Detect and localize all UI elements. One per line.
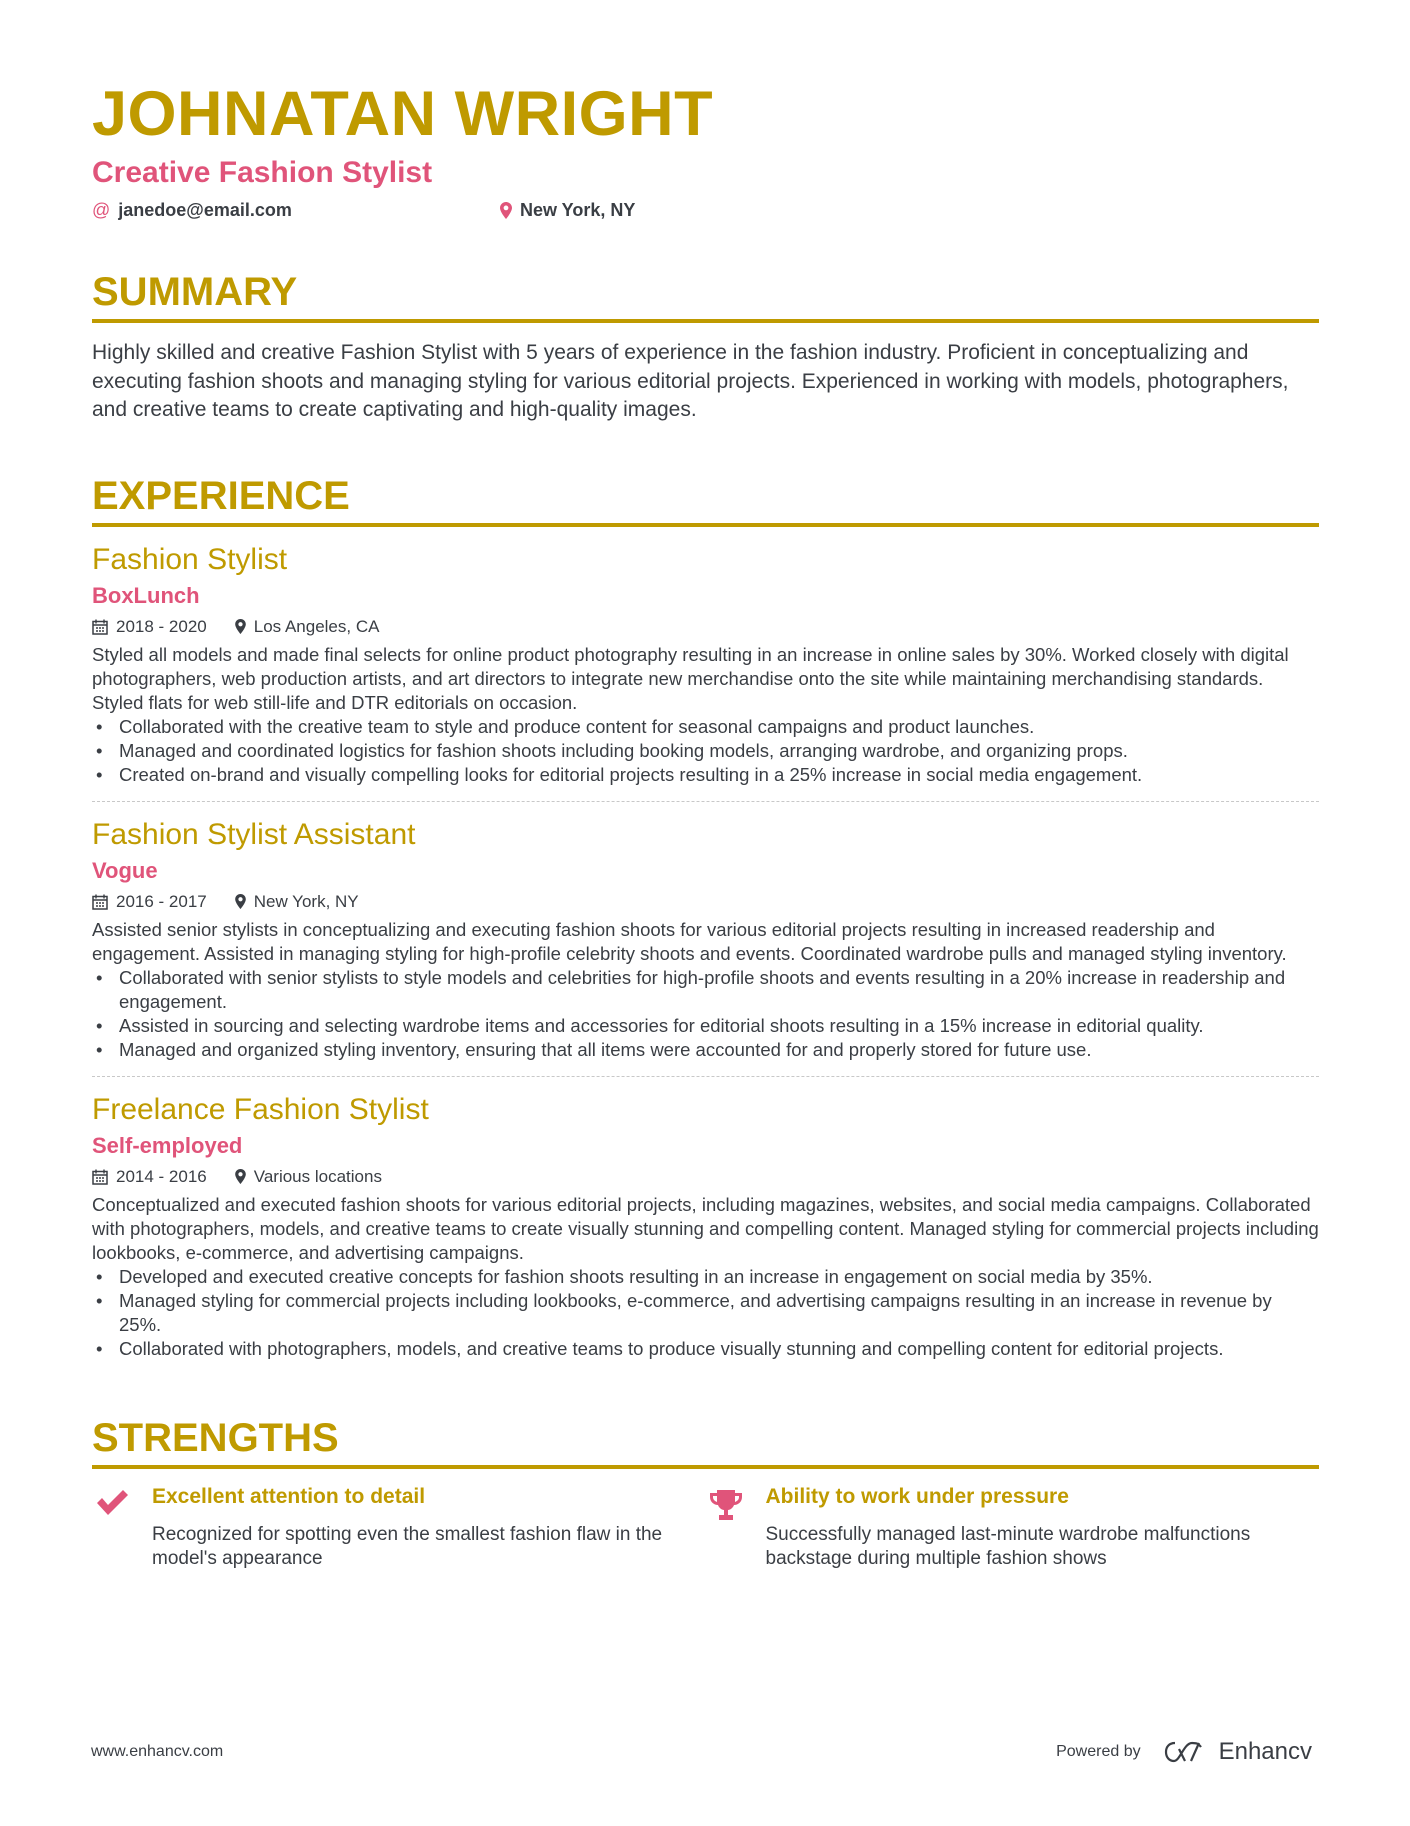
section-heading: SUMMARY [92, 267, 1319, 323]
trophy-icon [709, 1489, 743, 1521]
resume [92, 78, 1319, 1571]
job-location: New York, NY [253, 891, 359, 911]
bullet-item: • Assisted in sourcing and selecting wardrobe items and accessories for editorial shoots resulting in a 15% increase in editorial quality. [92, 1014, 1319, 1038]
enhancv-logo-icon [1163, 1740, 1209, 1764]
strength-title: Excellent attention to detail [152, 1484, 426, 1508]
strength-text: Recognized for spotting even the smallest fashion flaw in the model's appearance [152, 1523, 663, 1569]
summary-text: Highly skilled and creative Fashion Stylist with 5 years of experience in the fashion industry. Proficient in conceptualizing and executing fashion shoots and managing styling for various editorial projects. Experienced in working with models, photographers, and creative teams to create captivating and high-quality images. [92, 341, 1289, 421]
company-name: BoxLunch [92, 582, 200, 608]
contact-info [92, 200, 1319, 221]
bullet-list [92, 715, 1319, 787]
check-icon [95, 1489, 129, 1517]
location-pin-icon [500, 202, 512, 219]
job-description: Conceptualized and executed fashion shoots for various editorial projects, including magazines, websites, and social media campaigns. Collaborated with photographers, models, and creative teams to create visually stunning and compelling content. Managed styling for commercial projects including lookbooks, e-commerce, and advertising campaigns. [92, 1193, 1319, 1263]
bullet-item: • Created on-brand and visually compelling looks for editorial projects resulting in a 25% increase in social media engagement. [92, 763, 1319, 787]
brand-name: Enhancv [1218, 1738, 1312, 1765]
job-title: Freelance Fashion Stylist [92, 1092, 429, 1126]
calendar-icon [92, 1169, 108, 1185]
job-description: Styled all models and made final selects for online product photography resulting in an increase in online sales by 30%. Worked closely with digital photographers, web production artists, and art directors to integrate new merchandise onto the site while maintaining merchandising standards. Styled flats for web still-life and DTR editorials on occasion. [92, 643, 1289, 713]
job-location: Various locations [253, 1166, 382, 1186]
job-location: Los Angeles, CA [253, 616, 380, 636]
bullet-list [92, 966, 1319, 1062]
job-dates: 2016 - 2017 [116, 891, 207, 911]
company-name: Vogue [92, 857, 158, 883]
location-pin-icon [235, 1169, 246, 1184]
website-link[interactable]: www.enhancv.com [91, 1743, 224, 1760]
section-heading: EXPERIENCE [92, 471, 1319, 527]
bullet-item: • Managed styling for commercial projects including lookbooks, e-commerce, and advertising campaigns resulting in an increase in revenue by 25%. [92, 1289, 1319, 1337]
bullet-item: • Collaborated with senior stylists to style models and celebrities for high-profile shoots and events resulting in a 20% increase in readership and engagement. [92, 966, 1319, 1014]
bullet-item: • Developed and executed creative concepts for fashion shoots resulting in an increase in engagement on social media by 35%. [92, 1265, 1319, 1289]
job-dates: 2018 - 2020 [116, 616, 207, 636]
strengths-section [92, 1413, 1319, 1571]
resume-header [92, 78, 1319, 221]
company-name: Self-employed [92, 1132, 243, 1158]
calendar-icon [92, 619, 108, 635]
job-dates: 2014 - 2016 [116, 1166, 207, 1186]
calendar-icon [92, 894, 108, 910]
bullet-item: • Managed and organized styling inventory, ensuring that all items were accounted for and properly stored for future use. [92, 1038, 1319, 1062]
strength-text: Successfully managed last-minute wardrobe malfunctions backstage during multiple fashion shows [765, 1523, 1251, 1569]
summary-section [92, 267, 1319, 425]
strength-item [92, 1485, 706, 1571]
job-title: Fashion Stylist Assistant [92, 817, 416, 851]
email[interactable]: janedoe@email.com [118, 200, 292, 220]
candidate-name: JOHNATAN WRIGHT [92, 79, 714, 149]
strength-item [706, 1485, 1320, 1571]
job-entry [92, 1077, 1319, 1375]
job-entry [92, 527, 1319, 802]
location-pin-icon [235, 619, 246, 634]
location-pin-icon [235, 894, 246, 909]
candidate-title: Creative Fashion Stylist [92, 156, 433, 189]
enhancv-logo[interactable] [1163, 1738, 1312, 1766]
job-description: Assisted senior stylists in conceptualizing and executing fashion shoots for various editorial projects resulting in increased readership and engagement. Assisted in managing styling for high-profile celebrity shoots and events. Coordinated wardrobe pulls and managed styling inventory. [92, 918, 1287, 964]
experience-section [92, 471, 1319, 1375]
at-icon: @ [92, 200, 111, 220]
location: New York, NY [520, 200, 636, 220]
strength-title: Ability to work under pressure [765, 1484, 1069, 1508]
job-title: Fashion Stylist [92, 542, 288, 576]
powered-by-label: Powered by [1056, 1743, 1141, 1760]
bullet-list [92, 1265, 1319, 1361]
footer [91, 1738, 1312, 1766]
bullet-item: • Collaborated with photographers, models, and creative teams to produce visually stunning and compelling content for editorial projects. [92, 1337, 1319, 1361]
job-entry [92, 802, 1319, 1077]
bullet-item: • Collaborated with the creative team to style and produce content for seasonal campaigns and product launches. [92, 715, 1319, 739]
bullet-item: • Managed and coordinated logistics for fashion shoots including booking models, arranging wardrobe, and organizing props. [92, 739, 1319, 763]
section-heading: STRENGTHS [92, 1413, 1319, 1469]
